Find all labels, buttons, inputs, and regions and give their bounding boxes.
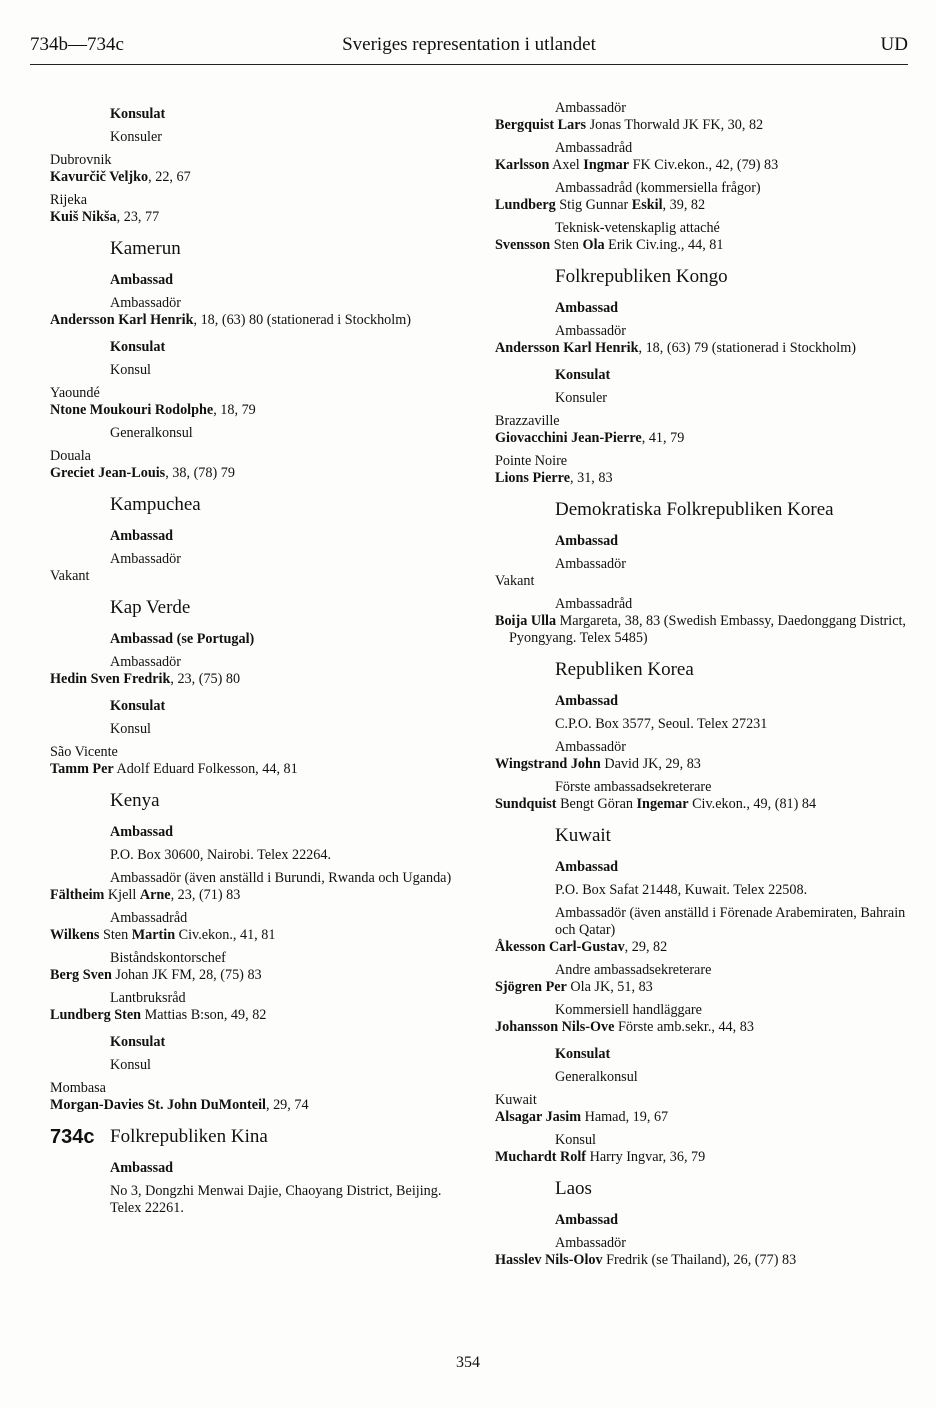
org-heading: Konsulat xyxy=(110,106,166,122)
place: Dubrovnik xyxy=(50,152,112,168)
country-heading: Demokratiska Folkrepubliken Korea xyxy=(555,499,834,520)
person-entry: Johansson Nils-Ove Förste amb.sekr., 44, 83 xyxy=(495,1019,754,1035)
person-entry: Giovacchini Jean-Pierre, 41, 79 xyxy=(495,430,685,446)
person-entry: Svensson Sten Ola Erik Civ.ing., 44, 81 xyxy=(495,237,724,253)
person-entry: Andersson Karl Henrik, 18, (63) 80 (stationerad i Stockholm) xyxy=(50,312,411,328)
person-entry: Wilkens Sten Martin Civ.ekon., 41, 81 xyxy=(50,927,276,943)
role-title: Ambassadör xyxy=(110,551,181,567)
role-title: Ambassadör xyxy=(555,323,626,339)
role-title: Ambassadör (även anställd i Burundi, Rwanda och Uganda) xyxy=(110,870,452,886)
country-heading: Kenya xyxy=(110,790,160,811)
country-heading: Folkrepubliken Kongo xyxy=(555,266,728,287)
role-title: Ambassadråd xyxy=(110,910,188,926)
org-heading: Konsulat xyxy=(555,1046,611,1062)
role-title: Konsuler xyxy=(555,390,608,406)
person-entry: Berg Sven Johan JK FM, 28, (75) 83 xyxy=(50,967,262,983)
page-number: 354 xyxy=(456,1354,480,1371)
role-title: Förste ambassadsekreterare xyxy=(555,779,712,795)
person-entry: Alsagar Jasim Hamad, 19, 67 xyxy=(495,1109,669,1125)
section-number: 734c xyxy=(50,1126,95,1148)
person-entry: Hasslev Nils-Olov Fredrik (se Thailand), 26, (77) 83 xyxy=(495,1252,797,1268)
org-heading: Ambassad xyxy=(110,528,174,544)
role-title: Biståndskontorschef xyxy=(110,950,226,966)
country-heading: Kap Verde xyxy=(110,597,191,618)
person-entry: Boija Ulla Margareta, 38, 83 (Swedish Embassy, Daedonggang District, Pyongyang. Telex 5485) xyxy=(495,613,906,646)
role-title: Konsuler xyxy=(110,129,163,145)
country-heading: Kuwait xyxy=(555,825,611,846)
person-entry: Sjögren Per Ola JK, 51, 83 xyxy=(495,979,653,995)
place: Rijeka xyxy=(50,192,88,208)
person-entry: Fältheim Kjell Arne, 23, (71) 83 xyxy=(50,887,241,903)
role-title: Ambassadör xyxy=(555,556,626,572)
country-heading: Kampuchea xyxy=(110,494,201,515)
vacant-entry: Vakant xyxy=(495,573,535,589)
address: No 3, Dongzhi Menwai Dajie, Chaoyang District, Beijing. Telex 22261. xyxy=(110,1183,442,1216)
address: P.O. Box Safat 21448, Kuwait. Telex 22508. xyxy=(555,882,808,898)
person-entry: Kuiš Nikša, 23, 77 xyxy=(50,209,160,225)
role-title: Generalkonsul xyxy=(110,425,193,441)
place: Brazzaville xyxy=(495,413,560,429)
role-title: Konsul xyxy=(110,1057,151,1073)
place: São Vicente xyxy=(50,744,118,760)
person-entry: Lundberg Sten Mattias B:son, 49, 82 xyxy=(50,1007,267,1023)
person-entry: Muchardt Rolf Harry Ingvar, 36, 79 xyxy=(495,1149,706,1165)
person-entry: Hedin Sven Fredrik, 23, (75) 80 xyxy=(50,671,241,687)
org-heading: Ambassad xyxy=(555,1212,619,1228)
person-entry: Ntone Moukouri Rodolphe, 18, 79 xyxy=(50,402,256,418)
page-header xyxy=(30,34,908,65)
org-heading: Ambassad xyxy=(555,859,619,875)
person-entry: Åkesson Carl-Gustav, 29, 82 xyxy=(495,939,668,955)
person-entry: Sundquist Bengt Göran Ingemar Civ.ekon., 49, (81) 84 xyxy=(495,796,817,812)
left-column xyxy=(50,100,470,1219)
role-title: Ambassadör (även anställd i Förenade Arabemiraten, Bahrain och Qatar) xyxy=(555,905,906,938)
org-heading: Ambassad (se Portugal) xyxy=(110,631,255,647)
person-entry: Tamm Per Adolf Eduard Folkesson, 44, 81 xyxy=(50,761,298,777)
person-entry: Greciet Jean-Louis, 38, (78) 79 xyxy=(50,465,235,481)
role-title: Kommersiell handläggare xyxy=(555,1002,702,1018)
address: C.P.O. Box 3577, Seoul. Telex 27231 xyxy=(555,716,768,732)
running-title: Sveriges representation i utlandet xyxy=(342,34,596,55)
org-heading: Ambassad xyxy=(110,1160,174,1176)
place: Yaoundé xyxy=(50,385,100,401)
role-title: Ambassadör xyxy=(555,739,626,755)
person-entry: Kavurčič Veljko, 22, 67 xyxy=(50,169,191,185)
role-title: Konsul xyxy=(110,362,151,378)
role-title: Ambassadör xyxy=(110,295,181,311)
role-title: Generalkonsul xyxy=(555,1069,638,1085)
vacant-entry: Vakant xyxy=(50,568,90,584)
role-title: Konsul xyxy=(110,721,151,737)
person-entry: Lions Pierre, 31, 83 xyxy=(495,470,613,486)
org-heading: Konsulat xyxy=(555,367,611,383)
org-heading: Ambassad xyxy=(555,300,619,316)
country-heading: Kamerun xyxy=(110,238,181,259)
person-entry: Karlsson Axel Ingmar FK Civ.ekon., 42, (79) 83 xyxy=(495,157,779,173)
org-heading: Konsulat xyxy=(110,1034,166,1050)
org-heading: Ambassad xyxy=(555,693,619,709)
role-title: Andre ambassadsekreterare xyxy=(555,962,712,978)
department-code: UD xyxy=(880,34,908,55)
person-entry: Andersson Karl Henrik, 18, (63) 79 (stationerad i Stockholm) xyxy=(495,340,856,356)
country-heading: Laos xyxy=(555,1178,592,1199)
address: P.O. Box 30600, Nairobi. Telex 22264. xyxy=(110,847,332,863)
role-title: Ambassadör xyxy=(555,1235,626,1251)
person-entry: Morgan-Davies St. John DuMonteil, 29, 74 xyxy=(50,1097,309,1113)
person-entry: Bergquist Lars Jonas Thorwald JK FK, 30, 82 xyxy=(495,117,764,133)
role-title: Ambassadråd xyxy=(555,140,633,156)
role-title: Ambassadör xyxy=(555,100,626,116)
role-title: Teknisk-vetenskaplig attaché xyxy=(555,220,720,236)
org-heading: Ambassad xyxy=(555,533,619,549)
person-entry: Wingstrand John David JK, 29, 83 xyxy=(495,756,701,772)
place: Kuwait xyxy=(495,1092,537,1108)
country-heading xyxy=(50,1126,470,1148)
org-heading: Ambassad xyxy=(110,272,174,288)
org-heading: Konsulat xyxy=(110,339,166,355)
org-heading: Ambassad xyxy=(110,824,174,840)
role-title: Ambassadråd (kommersiella frågor) xyxy=(555,180,761,196)
right-column xyxy=(495,100,910,1269)
org-heading: Konsulat xyxy=(110,698,166,714)
role-title: Lantbruksråd xyxy=(110,990,186,1006)
country-heading: Republiken Korea xyxy=(555,659,694,680)
place: Pointe Noire xyxy=(495,453,568,469)
country-title: Folkrepubliken Kina xyxy=(110,1126,268,1147)
role-title: Konsul xyxy=(555,1132,596,1148)
page-range: 734b—734c xyxy=(30,34,124,55)
place: Mombasa xyxy=(50,1080,106,1096)
role-title: Ambassadör xyxy=(110,654,181,670)
person-entry: Lundberg Stig Gunnar Eskil, 39, 82 xyxy=(495,197,706,213)
place: Douala xyxy=(50,448,91,464)
role-title: Ambassadråd xyxy=(555,596,633,612)
